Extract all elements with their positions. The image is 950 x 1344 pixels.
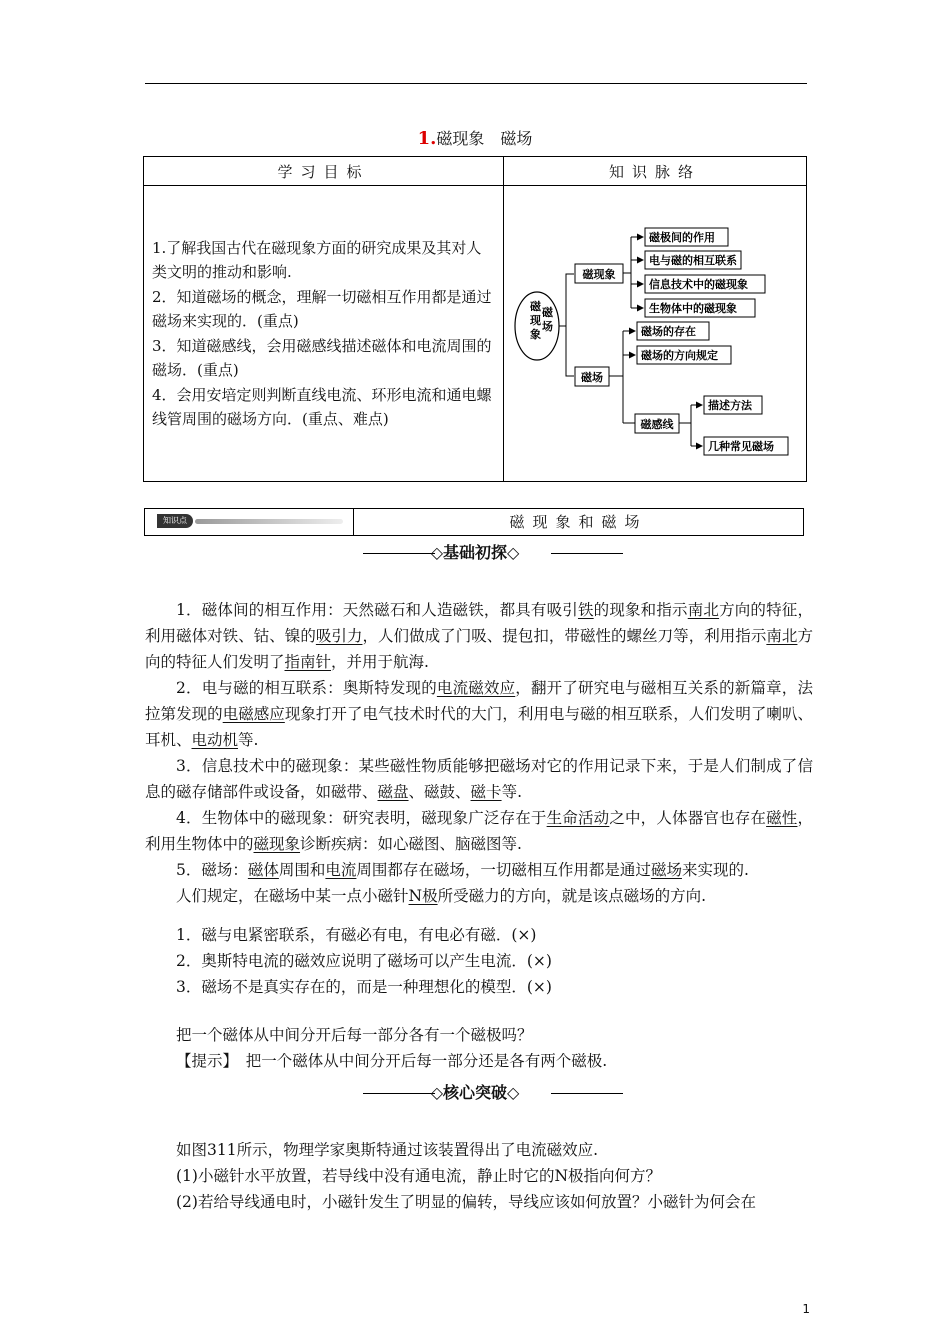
map-item-label: 信息技术中的磁现象 [649, 278, 748, 291]
judgement-item: 3．磁场不是真实存在的，而是一种理想化的模型．(×) [176, 978, 552, 996]
judgement-item: 2．奥斯特电流的磁效应说明了磁场可以产生电流．(×) [176, 952, 552, 970]
section-label: 磁现象和磁场 [509, 513, 648, 531]
header-rule [145, 83, 807, 84]
col-header-knowledge-map: 知识脉络 [504, 157, 807, 186]
core-section [145, 1137, 813, 1215]
goal-item: 2．知道磁场的概念，理解一切磁相互作用都是通过磁场来实现的．(重点) [152, 287, 492, 330]
divider-basic [0, 541, 950, 565]
judgement-list [145, 922, 813, 1000]
map-item-label: 描述方法 [708, 399, 752, 412]
title-text: 磁现象 磁场 [436, 129, 533, 148]
knowledge-point-tag: 知识点 [157, 514, 193, 528]
point-4: 4．生物体中的磁现象：研究表明，磁现象广泛存在于生命活动之中，人体器官也存在磁性，利用生物体中的磁现象诊断疾病：如心磁图、脑磁图等. [145, 809, 813, 853]
goal-item: 4．会用安培定则判断直线电流、环形电流和通电螺线管周围的磁场方向．(重点、难点) [152, 385, 492, 428]
objectives-table [143, 156, 807, 482]
map-root-label-4: 磁 [542, 306, 553, 319]
divider-basic-label: ◇基础初探◇ [430, 543, 520, 562]
map-root-label-3: 象 [530, 328, 541, 341]
map-branch1-label: 磁现象 [582, 268, 616, 281]
map-item-label: 几种常见磁场 [708, 440, 774, 453]
core-question-2: (2)若给导线通电时，小磁针发生了明显的偏转，导线应该如何放置？小磁针为何会在 [176, 1193, 756, 1211]
map-root-label-2: 现 [530, 314, 541, 327]
map-root-label-1: 磁 [530, 300, 541, 313]
core-question-1: (1)小磁针水平放置，若导线中没有通电流，静止时它的N极指向何方？ [176, 1167, 662, 1185]
hint-text: 把一个磁体从中间分开后每一部分还是各有两个磁极. [230, 1052, 608, 1070]
map-branch2-label: 磁场 [581, 371, 603, 384]
basic-points [145, 597, 813, 909]
hint [145, 1048, 813, 1074]
knowledge-map-diagram [504, 186, 805, 482]
map-sub-label: 磁感线 [640, 418, 674, 431]
point-5: 5．磁场：磁体周围和电流周围都存在磁场，一切磁相互作用都是通过磁场来实现的. [176, 861, 749, 879]
decorative-stripe [195, 519, 343, 524]
map-item-label: 磁场的存在 [641, 325, 696, 338]
question-text: 把一个磁体从中间分开后每一部分各有一个磁极吗？ [176, 1026, 533, 1044]
title-number: 1. [417, 128, 437, 149]
judgement-item: 1．磁与电紧密联系，有磁必有电，有电必有磁．(×) [176, 926, 537, 944]
divider-core [0, 1081, 950, 1105]
map-root-label-5: 场 [542, 320, 553, 333]
page-number: 1 [802, 1302, 810, 1316]
col-header-goals: 学习目标 [144, 157, 504, 186]
goal-item: 1.了解我国古代在磁现象方面的研究成果及其对人类文明的推动和影响. [152, 238, 482, 281]
point-1: 1．磁体间的相互作用：天然磁石和人造磁铁，都具有吸引铁的现象和指示南北方向的特征，利用磁体对铁、钴、镍的吸引力，人们做成了门吸、提包扣，带磁性的螺丝刀等，利用指示南北方向的特征人们发明了指南针，并用于航海. [145, 601, 813, 671]
think-question [145, 1022, 813, 1074]
map-item-label: 生物体中的磁现象 [649, 302, 737, 315]
knowledge-map-cell [504, 186, 807, 482]
point-2: 2．电与磁的相互联系：奥斯特发现的电流磁效应，翻开了研究电与磁相互关系的新篇章，法拉第发现的电磁感应现象打开了电气技术时代的大门，利用电与磁的相互联系，人们发明了喇叭、耳机、电动机等. [145, 679, 813, 749]
goal-item: 3．知道磁感线，会用磁感线描述磁体和电流周围的磁场．(重点) [152, 336, 492, 379]
page-title [0, 126, 950, 149]
map-item-label: 磁极间的作用 [649, 231, 715, 244]
map-item-label: 电与磁的相互联系 [649, 254, 737, 267]
point-6: 人们规定，在磁场中某一点小磁针N极所受磁力的方向，就是该点磁场的方向. [176, 887, 707, 905]
section-header [144, 508, 804, 536]
learning-goals [144, 186, 504, 482]
point-3: 3．信息技术中的磁现象：某些磁性物质能够把磁场对它的作用记录下来，于是人们制成了信息的磁存储部件或设备，如磁带、磁盘、磁鼓、磁卡等. [145, 757, 813, 801]
map-item-label: 磁场的方向规定 [641, 349, 718, 362]
hint-label: 【提示】 [176, 1052, 231, 1070]
divider-core-label: ◇核心突破◇ [430, 1083, 520, 1102]
section-tag-area [145, 509, 354, 535]
core-intro: 如图311所示，物理学家奥斯特通过该装置得出了电流磁效应. [176, 1141, 599, 1159]
